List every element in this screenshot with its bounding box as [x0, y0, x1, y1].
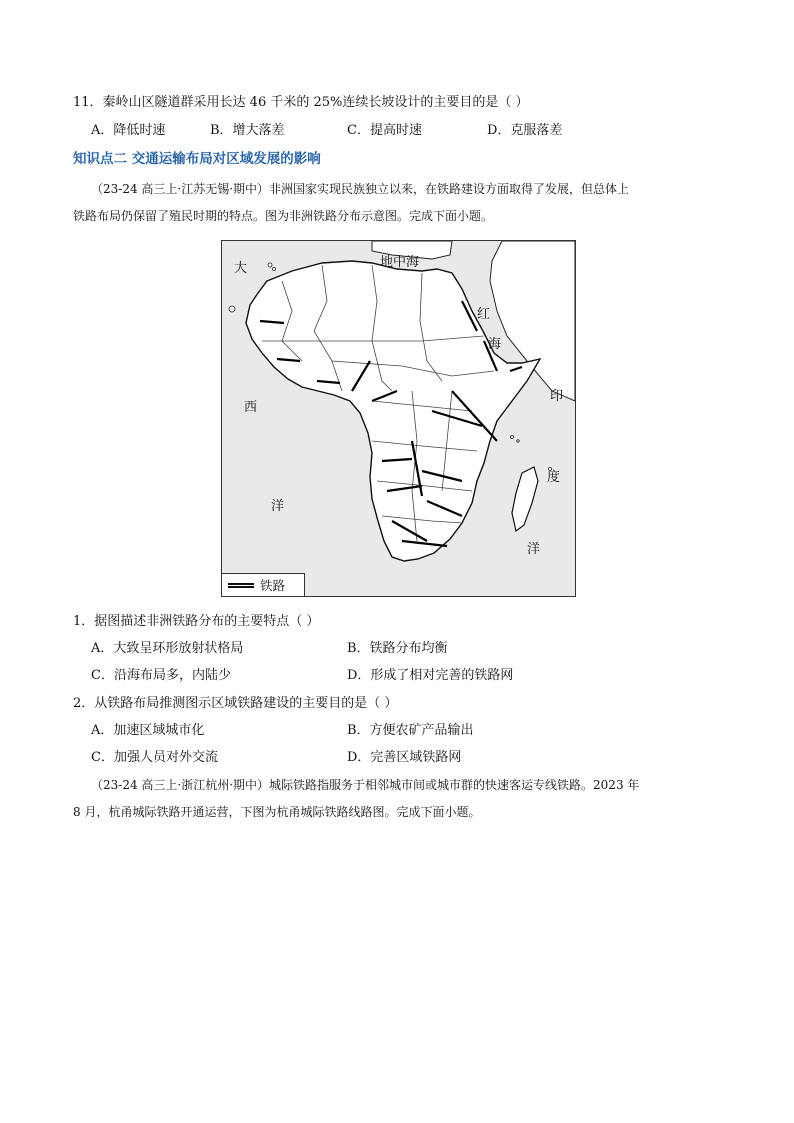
q11-option-a: A．降低时速: [91, 123, 166, 138]
q2-stem: 2．从铁路布局推测图示区域铁路建设的主要目的是（ ）: [73, 696, 398, 711]
passage2-line1: （23-24 高三上·浙江杭州·期中）城际铁路指服务于相邻城市间或城市群的快速客运专线铁路。2023 年: [91, 778, 640, 792]
q2-option-d: D．完善区域铁路网: [347, 750, 462, 765]
map-label-da: 大: [234, 261, 248, 276]
q1-stem: 1．据图描述非洲铁路分布的主要特点（ ）: [73, 614, 320, 629]
africa-map-graphic: [222, 241, 575, 596]
madagascar-island: [512, 467, 538, 531]
q11-stem: 11．秦岭山区隧道群采用长达 46 千米的 25%连续长坡设计的主要目的是（ ）: [73, 95, 529, 110]
q1-option-d: D．形成了相对完善的铁路网: [347, 668, 514, 683]
map-label-hong: 红: [477, 307, 491, 322]
map-label-mediterranean: 地中海: [380, 255, 420, 270]
section-heading: 知识点二 交通运输布局对区域发展的影响: [73, 151, 321, 167]
passage1-line1: （23-24 高三上·江苏无锡·期中）非洲国家实现民族独立以来，在铁路建设方面取得了发展，但总体上: [91, 182, 630, 196]
q11-option-d: D．克服落差: [487, 123, 563, 138]
q1-option-a: A．大致呈环形放射状格局: [91, 641, 244, 656]
q11-option-b: B．增大落差: [210, 123, 285, 138]
q2-option-b: B．方便农矿产品输出: [347, 723, 474, 738]
map-label-yang-east: 洋: [527, 542, 541, 557]
map-label-xi: 西: [244, 400, 258, 415]
passage1-line2: 铁路布局仍保留了殖民时期的特点。图为非洲铁路分布示意图。完成下面小题。: [73, 209, 494, 223]
map-legend: [222, 573, 305, 596]
q11-option-c: C．提高时速: [347, 123, 422, 138]
q2-option-c: C．加强人员对外交流: [91, 750, 218, 765]
map-label-hai: 海: [488, 337, 502, 352]
q1-option-b: B．铁路分布均衡: [347, 641, 448, 656]
map-label-du: 度: [547, 470, 561, 485]
africa-railway-map: [221, 240, 576, 597]
map-label-yang-west: 洋: [271, 499, 285, 514]
q1-option-c: C．沿海布局多，内陆少: [91, 668, 231, 683]
passage2-line2: 8 月，杭甬城际铁路开通运营，下图为杭甬城际铁路线路图。完成下面小题。: [73, 805, 481, 819]
q2-option-a: A．加速区域城市化: [91, 723, 205, 738]
map-label-yin: 印: [550, 389, 564, 404]
legend-label: 铁路: [260, 578, 286, 593]
railway-line-icon: [228, 582, 254, 588]
